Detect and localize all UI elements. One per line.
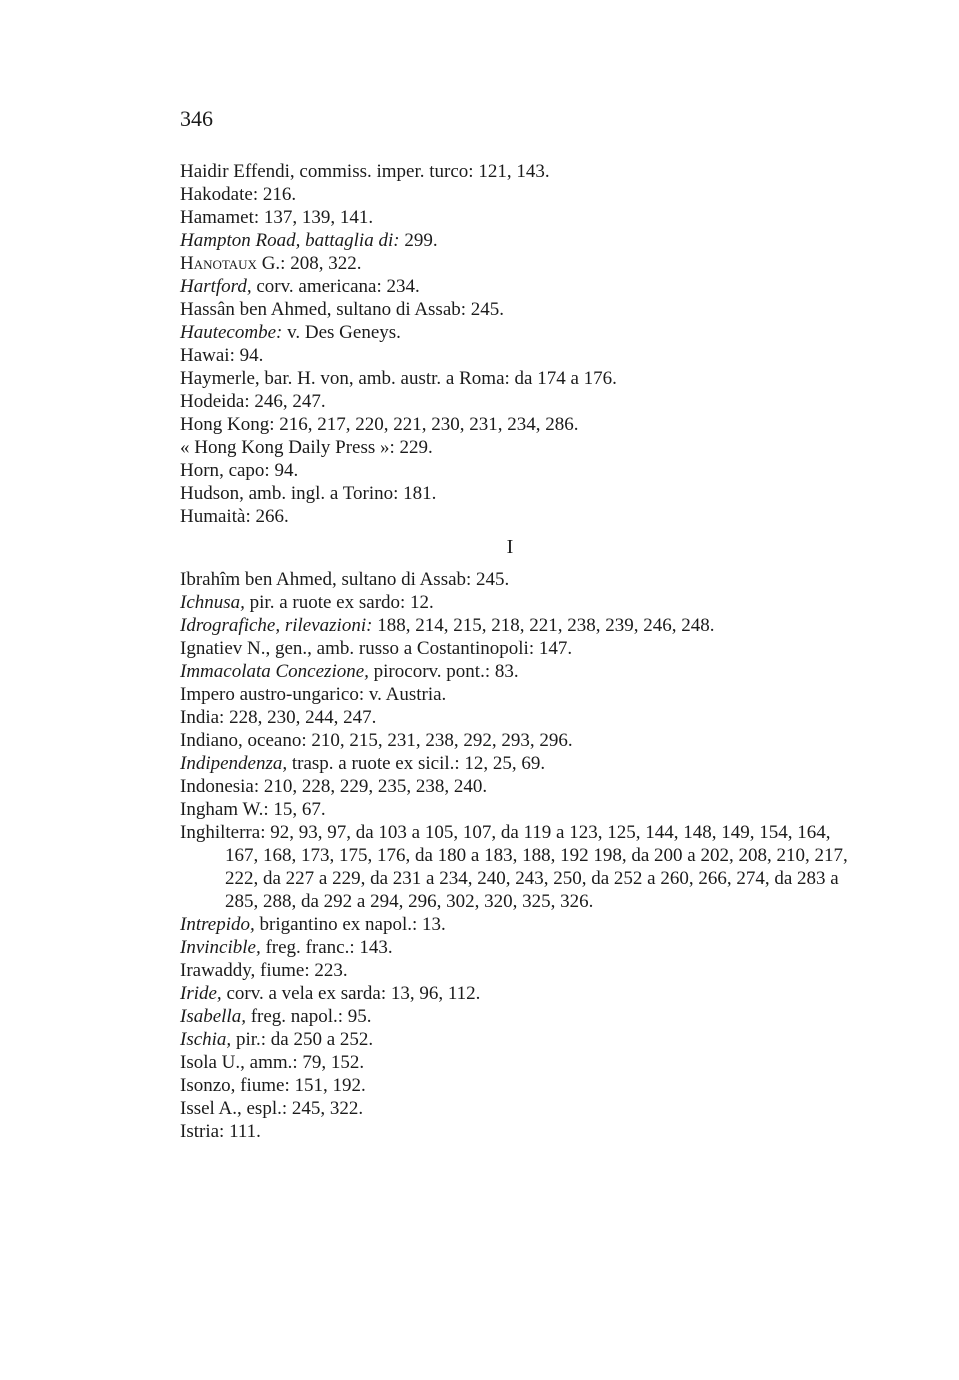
index-entry-references: : 137, 139, 141. [253,207,374,228]
section-heading-i: I [506,536,514,558]
index-entry [180,390,860,413]
index-entry-term: Issel A. [180,1098,237,1119]
index-entry-references: freg. franc.: 143. [260,937,393,958]
index-entry [180,775,860,798]
index-entry [180,591,860,614]
index-entry-term: Isabella, [180,1006,246,1027]
index-entry-references: , commiss. imper. turco: 121, 143. [289,161,550,182]
index-entry-term: Indipendenza, [180,753,288,774]
index-entry-references: : 246, 247. [244,391,326,412]
index-entry [180,206,860,229]
index-entry-references: trasp. a ruote ex sicil.: 12, 25, 69. [287,753,546,774]
index-entry [180,505,860,528]
index-entry-term: Hampton Road, battaglia di: [180,230,400,251]
index-entry-term: Hartford, [180,276,252,297]
index-entry-references: corv. americana: 234. [251,276,420,297]
index-entry [180,252,860,275]
index-entry-term: Ichnusa, [180,592,245,613]
index-section-h [180,160,860,528]
index-entry [180,229,860,252]
index-entry-references: G.: 208, 322. [256,253,362,274]
index-entry-term: Irawaddy [180,960,251,981]
index-entry-references: : 111. [219,1121,261,1142]
index-entry [180,683,860,706]
index-entry [180,913,860,936]
index-entry-term: Idrografiche, rilevazioni: [180,615,373,636]
index-entry-term: Indonesia [180,776,254,797]
index-entry [180,614,860,637]
index-entry-term: Hakodate [180,184,253,205]
index-entry-references: pir.: da 250 a 252. [231,1029,374,1050]
index-entry-term: Immacolata Concezione, [180,661,369,682]
index-entry [180,413,860,436]
index-entry-term: Istria [180,1121,220,1142]
index-entry-term: Ignatiev N. [180,638,266,659]
index-entry [180,1028,860,1051]
index-entry-term: Hudson [180,483,240,504]
index-entry-references: : v. Austria. [358,684,447,705]
index-entry [180,183,860,206]
index-entry-references: , amm.: 79, 152. [240,1052,365,1073]
index-entry-references: : 92, 93, 97, da 103 a 105, 107, da 119 a 123, 125, 144, 148, 149, 154, 164, 167, 168, 173, 175, 176, da 180 a 183, 188, 192 198, da 200 a 202, 208, 210, 217, 222, da 227 a 229, da 231 a 234, 240, 243, 250, da 252 a 260, 266, 274, da 283 a 285, 288, da 292 a 294, 296, 302, 320, 325, 326. [225,822,848,912]
index-entry [180,275,860,298]
index-entry-term: India [180,707,220,728]
index-entry [180,298,860,321]
index-entry [180,821,860,913]
index-entry-references: : 228, 230, 244, 247. [219,707,377,728]
index-entry-term: Isola U. [180,1052,241,1073]
index-entry-term: Ingham W. [180,799,264,820]
index-entry-references: , bar. H. von, amb. austr. a Roma: da 174 a 176. [254,368,617,389]
index-entry [180,729,860,752]
index-entry-term: Iride, [180,983,222,1004]
index-entry-references: pir. a ruote ex sardo: 12. [244,592,434,613]
index-entry-references: , fiume: 151, 192. [230,1075,366,1096]
index-entry [180,936,860,959]
index-section-i [180,568,860,1143]
index-entry-references: , gen., amb. russo a Costantinopoli: 147. [265,638,573,659]
index-entry-references: v. Des Geneys. [282,322,401,343]
index-entry [180,959,860,982]
index-entry-references: brigantino ex napol.: 13. [254,914,446,935]
index-entry [180,321,860,344]
index-entry-references: , capo: 94. [219,460,299,481]
index-entry-term: Haidir Effendi [180,161,290,182]
index-entry [180,982,860,1005]
index-entry-references: : 229. [389,437,433,458]
index-entry [180,482,860,505]
index-entry-references: 188, 214, 215, 218, 221, 238, 239, 246, 248. [372,615,715,636]
index-entry [180,752,860,775]
index-entry [180,367,860,390]
index-entry-term: Invincible, [180,937,261,958]
index-entry-term: Hautecombe: [180,322,283,343]
index-entry-references: : 94. [229,345,264,366]
index-entry-term: Hong Kong [180,414,270,435]
index-entry-term: Ibrahîm ben Ahmed [180,569,332,590]
index-entry [180,706,860,729]
index-entry [180,1120,860,1143]
index-entry-term: Indiano, oceano [180,730,302,751]
index-entry-term: Humaità [180,506,246,527]
index-entry-term: Inghilterra [180,822,261,843]
index-entry-term: Hamamet [180,207,254,228]
index-entry-references: : 216. [252,184,297,205]
index-entry-term: Horn [180,460,220,481]
index-entry-term: Hawai [180,345,230,366]
index-entry-references: freg. napol.: 95. [245,1006,372,1027]
index-entry-references: : 216, 217, 220, 221, 230, 231, 234, 286. [269,414,579,435]
index-entry-term: Ischia, [180,1029,232,1050]
index-entry [180,660,860,683]
index-entry-references: 299. [399,230,438,251]
index-entry-references: , fiume: 223. [250,960,348,981]
index-entry [180,568,860,591]
index-entry-term: « Hong Kong Daily Press » [180,437,390,458]
index-entry-term: Isonzo [180,1075,231,1096]
index-entry [180,1097,860,1120]
index-entry-term: Hassân ben Ahmed [180,299,327,320]
index-entry [180,160,860,183]
index-entry-references: corv. a vela ex sarda: 13, 96, 112. [221,983,481,1004]
index-entry [180,1005,860,1028]
index-entry [180,436,860,459]
index-entry-references: pirocorv. pont.: 83. [368,661,519,682]
index-entry [180,798,860,821]
index-entry-term: Hodeida [180,391,245,412]
index-entry [180,1074,860,1097]
index-entry-references: : 210, 215, 231, 238, 292, 293, 296. [301,730,573,751]
index-entry-references: : 15, 67. [263,799,326,820]
index-entry [180,637,860,660]
index-entry-references: , sultano di Assab: 245. [331,569,510,590]
index-entry-term: Impero austro-ungarico [180,684,359,705]
page-number: 346 [180,106,213,131]
index-entry-references: : 210, 228, 229, 235, 238, 240. [253,776,488,797]
index-entry-term: Intrepido, [180,914,255,935]
index-entry-references: : 266. [245,506,289,527]
index-entry-term: Hanotaux [180,253,257,274]
index-entry-references: , amb. ingl. a Torino: 181. [239,483,437,504]
index-entry [180,459,860,482]
index-entry [180,1051,860,1074]
index-entry-term: Haymerle [180,368,255,389]
index-entry-references: , espl.: 245, 322. [237,1098,364,1119]
index-entry [180,344,860,367]
index-entry-references: , sultano di Assab: 245. [326,299,505,320]
